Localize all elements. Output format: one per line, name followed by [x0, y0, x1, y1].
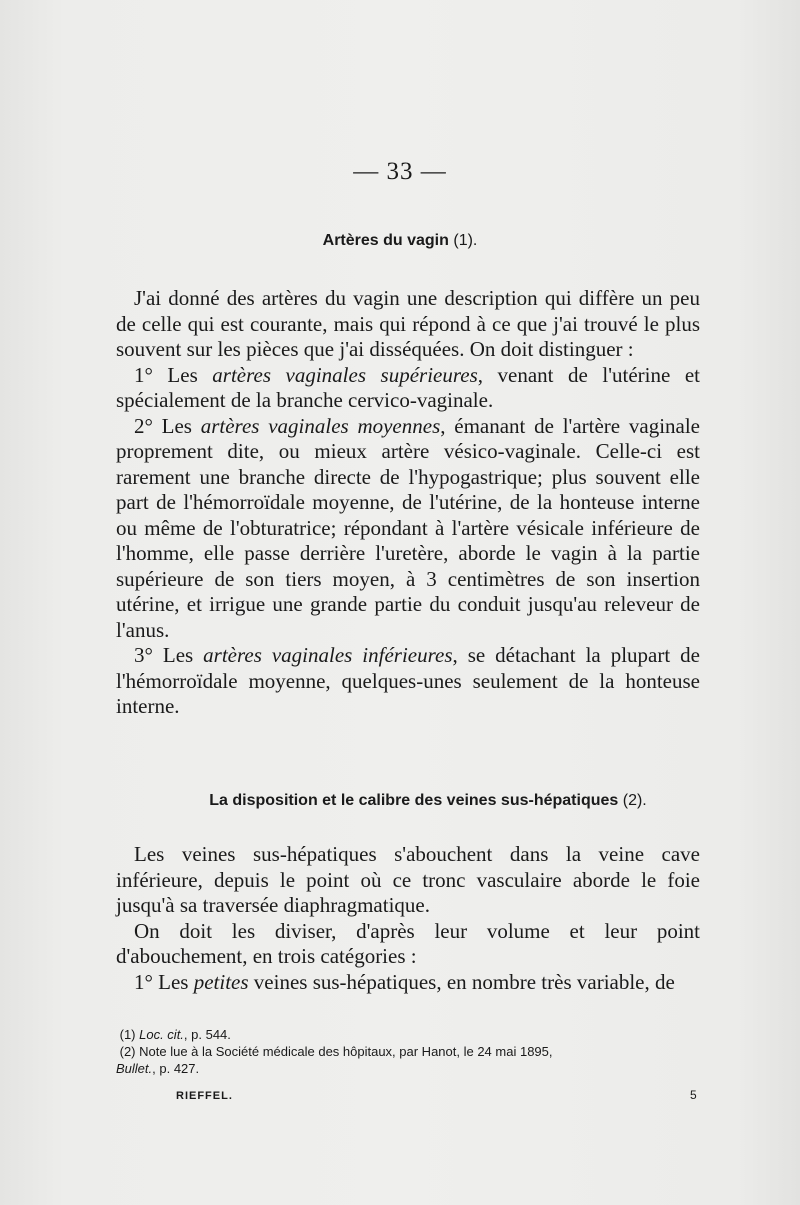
footnote-ref-1: (1). [453, 232, 478, 249]
footnote-italic: Bullet. [116, 1061, 153, 1076]
footnote-2-continued [116, 1060, 700, 1077]
italic-term: artères vaginales inférieures [203, 643, 453, 667]
italic-term: petites [193, 969, 249, 994]
section-body-vaginal-arteries [116, 286, 700, 720]
section-body-hepatic-veins [116, 842, 700, 995]
paragraph-text: , émanant de l'artère vaginale proprement dite, ou mieux artère vésico-vaginale. Celle-ci est rarement une branche directe de l'hypogastrique; plus souvent elle part de l'hémorroïdale moyenne, de l'utérine, de la honteuse interne ou même de l'obturatrice; répondant à l'artère vésicale inférieure de l'homme, elle passe derrière l'uretère, aborde le vagin à la partie supérieure de son tiers moyen, à 3 centimètres de son insertion utérine, et irrigue une grande partie du conduit jusqu'au releveur de l'anus. [116, 413, 701, 642]
paragraph-text: , venant de l'utérine et spécialement de la branche cervico-vaginale. [116, 362, 700, 412]
section-title-text: Artères du vagin [322, 232, 449, 249]
footnote-1 [116, 1026, 700, 1043]
paragraph-middle-arteries [116, 414, 700, 644]
footnote-text: , p. 427. [152, 1061, 200, 1076]
footnote-number: (1) [119, 1027, 140, 1042]
italic-term: artères vaginales moyennes [200, 413, 441, 438]
paragraph-intro: J'ai donné des artères du vagin une description qui diffère un peu de celle qui est courante, mais qui répond à ce que j'ai trouvé le plus souvent sur les pièces que j'ai disséquées. On doit distinguer : [116, 286, 700, 361]
section-title-hepatic-veins [28, 792, 800, 810]
paragraph-small-veins [116, 970, 700, 996]
footnotes [116, 1026, 700, 1077]
section-title-vaginal-arteries [0, 232, 800, 250]
footnote-italic: Loc. cit. [139, 1027, 184, 1042]
paragraph-prefix: 1° Les [134, 969, 194, 994]
paragraph-superior-arteries [116, 363, 700, 414]
paragraph-prefix: 3° Les [134, 643, 204, 667]
section-title-text: La disposition et le calibre des veines sus-hépatiques [209, 792, 619, 809]
signature-mark: RIEFFEL. [176, 1090, 233, 1102]
paragraph-prefix: 1° Les [134, 362, 213, 387]
italic-term: artères vaginales supérieures [212, 362, 478, 387]
footnote-text: (2) Note lue à la Société médicale des hôpitaux, par Hanot, le 24 mai 1895, [119, 1044, 553, 1059]
paragraph-inferior-arteries [116, 643, 700, 720]
footnote-2 [116, 1043, 700, 1060]
paragraph-text: , se détachant la plupart de l'hémorroïdale moyenne, quelques-unes seulement de la honteuse interne. [116, 643, 700, 718]
footnote-ref-2: (2). [622, 792, 647, 809]
page-number: — 33 — [353, 158, 447, 185]
sheet-number: 5 [690, 1088, 697, 1102]
paragraph-text: veines sus-hépatiques, en nombre très variable, de [248, 969, 675, 994]
paragraph-hepatic-intro: Les veines sus-hépatiques s'abouchent dans la veine cave inférieure, depuis le point où ce tronc vasculaire aborde le foie jusqu'à sa traversée diaphragmatique. [116, 842, 700, 917]
paragraph-prefix: 2° Les [134, 413, 201, 438]
footnote-text: , p. 544. [183, 1027, 231, 1042]
paragraph-hepatic-division: On doit les diviser, d'après leur volume et leur point d'abouchement, en trois catégories : [116, 918, 700, 968]
